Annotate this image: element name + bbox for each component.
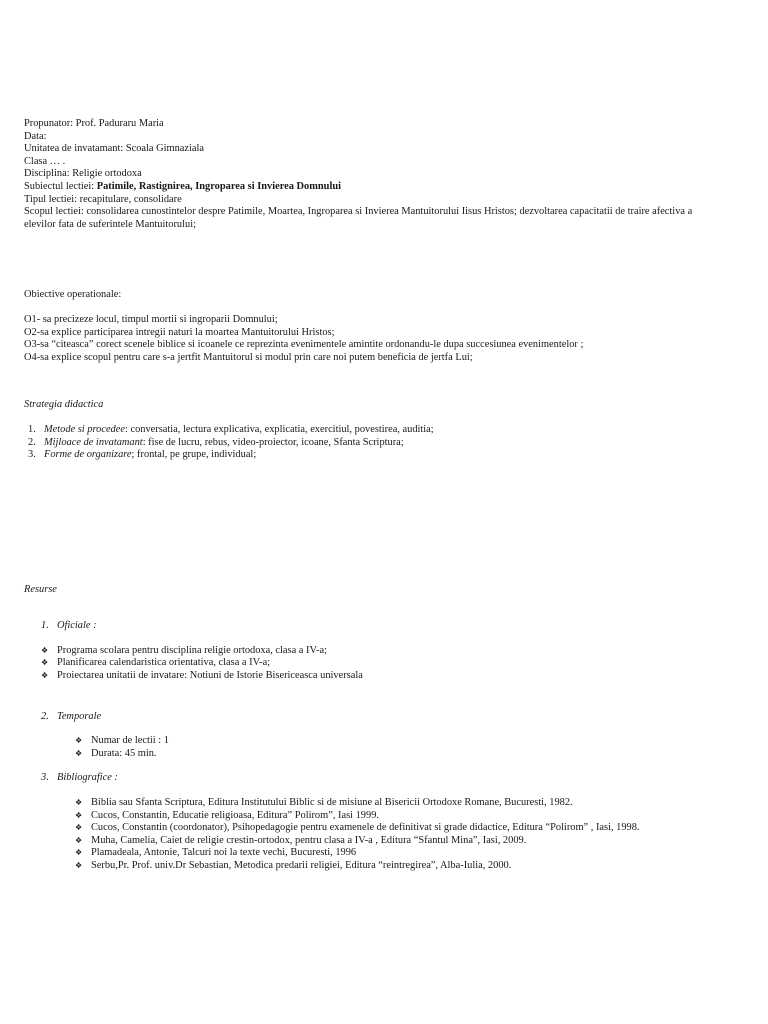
lesson-subject-label: Subiectul lectiei: [24,180,97,192]
diamond-bullet-icon: ❖ [75,798,83,808]
list-item: ❖ Planificarea calendaristica orientativa, clasa a IV-a; [41,657,271,669]
list-number: 3. [28,449,36,461]
lesson-subject-value: Patimile, Rastignirea, Ingroparea si Invierea Domnului [96,180,341,192]
list-item: ❖ Programa scolara pentru disciplina religie ortodoxa, clasa a IV-a; [41,644,327,656]
document-page [24,118,724,873]
diamond-bullet-icon: ❖ [75,748,83,758]
strategy-title: Strategia didactica [24,399,104,411]
objective-item: O3-sa “citeasca” corect scenele biblice si icoanele ce reprezinta evenimentele amintite ordonandu-le dupa succesiunea evenimentelor ; [24,339,584,351]
resources-bibliography-heading [41,772,724,785]
list-item: ❖ Proiectarea unitatii de invatare: Notiuni de Istorie Bisericeasca universala [41,670,363,682]
school-unit: Unitatea de invatamant: Scoala Gimnaziala [24,143,205,155]
diamond-bullet-icon: ❖ [41,671,49,681]
diamond-bullet-icon: ❖ [75,861,83,870]
propunator: Propunator: Prof. Paduraru Maria [24,118,164,129]
list-item: ❖ Cucos, Constantin (coordonator), Psihopedagogie pentru examenele de definitivat si grade didactice, Editura “Polirom” , Iasi, 1998. [75,822,640,834]
list-number: 3. [41,772,49,784]
strategy-item [28,449,724,462]
strategy-item-label: Forme de organizare [44,449,132,461]
resources-bibliography-title: Bibliografice : [57,772,118,784]
diamond-bullet-icon: ❖ [41,658,49,668]
date-field: Data: [24,130,47,142]
strategy-item-text: ; frontal, pe grupe, individual; [131,449,257,461]
class-field: Clasa … . [24,155,66,167]
objective-item: O2-sa explice participarea intregii naturi la moartea Mantuitorului Hristos; [24,326,335,338]
lesson-subject [24,181,724,194]
strategy-item-text: : fise de lucru, rebus, video-proiector, icoane, Sfanta Scriptura; [142,436,404,448]
diamond-bullet-icon: ❖ [75,823,83,833]
strategy-item [28,424,724,437]
strategy-item [28,437,724,450]
resources-temporal-heading [41,711,724,724]
list-number: 2. [28,436,36,448]
objective-item: O4-sa explice scopul pentru care s-a jertfit Mantuitorul si modul prin care noi putem beneficia de jertfa Lui; [24,351,473,363]
resources-official-heading [41,620,724,633]
list-item: ❖ Biblia sau Sfanta Scriptura, Editura Institutului Biblic si de misiune al Bisericii Ortodoxe Romane, Bucuresti, 1982. [75,797,573,809]
list-item: ❖ Durata: 45 min. [75,747,157,759]
diamond-bullet-icon: ❖ [75,848,83,858]
diamond-bullet-icon: ❖ [41,645,49,655]
lesson-purpose: Scopul lectiei: consolidarea cunostintelor despre Patimile, Moartea, Ingroparea si Invierea Mantuitorului Iisus Hristos; dezvoltarea capacitatii de traire afectiva a elevilor fata de suferintele Mantuitorului; [24,206,693,230]
strategy-item-text: : conversatia, lectura explicativa, explicatia, exercitiul, povestirea, auditia; [124,423,434,435]
diamond-bullet-icon: ❖ [75,810,83,820]
strategy-item-label: Mijloace de invatamant [44,436,143,448]
resources-official-title: Oficiale : [57,620,97,632]
list-item: ❖ Serbu,Pr. Prof. univ.Dr Sebastian, Metodica predarii religiei, Editura “reintregirea”, Alba-Iulia, 2000. [75,860,512,871]
list-item: ❖ Plamadeala, Antonie, Talcuri noi la texte vechi, Bucuresti, 1996 [75,847,357,859]
list-number: 2. [41,710,49,722]
resources-temporal-title: Temporale [57,710,102,722]
diamond-bullet-icon: ❖ [75,835,83,845]
resources-title: Resurse [24,583,57,595]
list-number: 1. [28,423,36,435]
lesson-type: Tipul lectiei: recapitulare, consolidare [24,193,182,205]
list-item: ❖ Numar de lectii : 1 [75,735,169,747]
list-number: 1. [41,620,49,632]
list-item: ❖ Muha, Camelia, Caiet de religie crestin-ortodox, pentru clasa a IV-a , Editura “Sfantul Mina”, Iasi, 2009. [75,834,527,846]
list-item: ❖ Cucos, Constantin, Educatie religioasa, Editura” Polirom”, Iasi 1999. [75,809,379,821]
strategy-item-label: Metode si procedee [44,423,125,435]
discipline: Disciplina: Religie ortodoxa [24,168,142,180]
diamond-bullet-icon: ❖ [75,736,83,746]
objective-item: O1- sa precizeze locul, timpul mortii si ingroparii Domnului; [24,313,278,325]
objectives-title: Obiective operationale: [24,289,122,301]
